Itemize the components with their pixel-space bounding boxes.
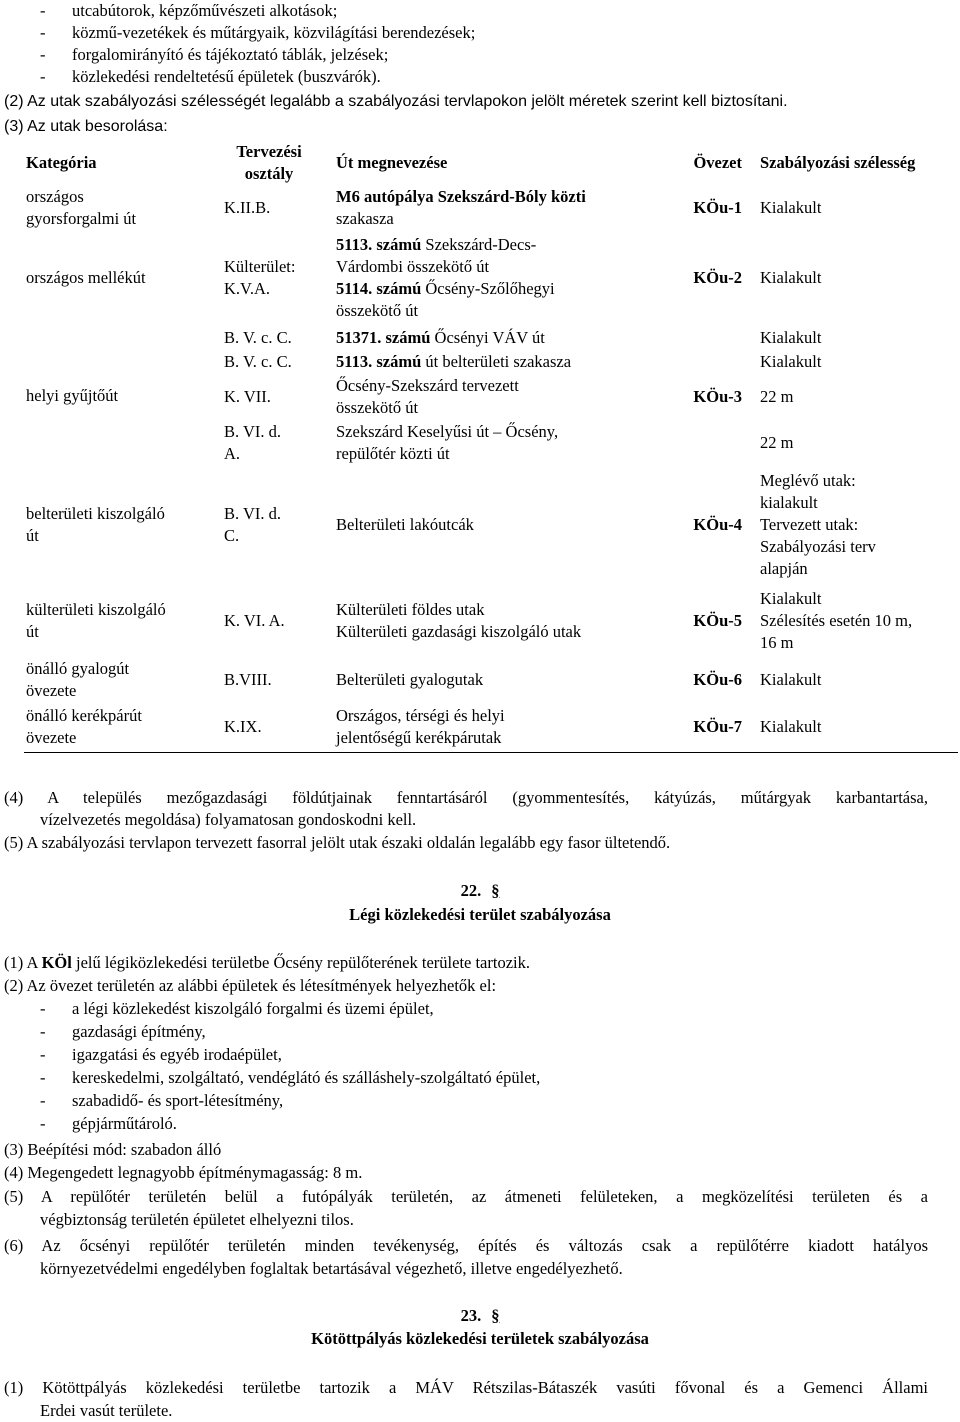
s23-paragraph-1-cont: Erdei vasút területe. xyxy=(40,1401,173,1420)
section-23-title: Kötöttpályás közlekedési területek szabályozása xyxy=(311,1329,649,1348)
paragraph-2: (2) Az utak szabályozási szélességét legalább a szabályozási tervlapokon jelölt méretek szerint kell biztosítani. xyxy=(4,93,788,110)
list-item: - közlekedési rendeltetésű épületek (buszvárók). xyxy=(40,67,381,86)
cell-ut: 51371. számú Őcsényi VÁV út xyxy=(336,328,545,347)
cell-ut: Országos, térségi és helyi jelentőségű kerékpárutak xyxy=(334,702,662,752)
cell-osztaly: Külterület: K.V.A. xyxy=(224,257,296,298)
header-kategoria: Kategória xyxy=(26,153,97,172)
table-row xyxy=(24,702,958,752)
list-item: - utcabútorok, képzőművészeti alkotások; xyxy=(40,1,338,20)
cell-ovezet: KÖu-2 xyxy=(693,268,742,287)
cell-ovezet: KÖu-7 xyxy=(662,702,758,752)
header-ovezet: Övezet xyxy=(693,153,742,172)
paragraph-3: (3) Az utak besorolása: xyxy=(4,118,168,135)
cell-szelesseg: 22 m xyxy=(760,387,794,406)
s22-paragraph-6-cont: környezetvédelmi engedélyben foglaltak betartásával végezhető, illetve engedélyezhető. xyxy=(40,1259,623,1278)
cell-ovezet: KÖu-6 xyxy=(693,670,742,689)
paragraph-4: (4) A település mezőgazdasági földútjainak fenntartásáról (gyommentesítés, kátyúzás, műtárgyak karbantartása, xyxy=(4,788,928,807)
paragraph-4-cont: vízelvezetés megoldása) folyamatosan gondoskodni kell. xyxy=(40,810,417,829)
header-szelesseg: Szabályozási szélesség xyxy=(760,153,916,172)
cell-osztaly: B. VI. d. A. xyxy=(224,422,281,463)
s22-paragraph-3: (3) Beépítési mód: szabadon álló xyxy=(4,1140,222,1159)
cell-kategoria: országos mellékút xyxy=(26,268,146,287)
table-row xyxy=(24,230,958,326)
cell-ovezet: KÖu-4 xyxy=(693,515,742,534)
cell-kategoria: önálló gyalogút övezete xyxy=(26,659,130,700)
table-row xyxy=(24,584,958,658)
cell-osztaly: B. V. c. C. xyxy=(224,328,292,347)
s22-paragraph-5-cont: végbiztonság területén épületet elhelyezni tilos. xyxy=(40,1210,354,1229)
list-item: - a légi közlekedést kiszolgáló forgalmi és üzemi épület, xyxy=(40,999,434,1018)
section-22-title: Légi közlekedési terület szabályozása xyxy=(349,905,611,924)
table-row xyxy=(24,466,958,584)
cell-ovezet: KÖu-5 xyxy=(693,611,742,630)
cell-szelesseg: Meglévő utak: kialakult Tervezett utak: Szabályozási terv alapján xyxy=(760,471,876,578)
cell-kategoria: külterületi kiszolgáló út xyxy=(26,600,166,641)
table-row xyxy=(24,186,958,230)
s22-paragraph-2: (2) Az övezet területén az alábbi épületek és létesítmények helyezhetők el: xyxy=(4,976,497,995)
s23-paragraph-1: (1) Kötöttpályás közlekedési területbe tartozik a MÁV Rétszilas-Bátaszék vasúti fővonal és a Gemenci Állami xyxy=(4,1378,928,1397)
s22-paragraph-1: (1) A KÖl jelű légiközlekedési területbe Őcsény repülőterének területe tartozik. xyxy=(4,953,530,972)
cell-ut: Külterületi földes utak Külterületi gazdasági kiszolgáló utak xyxy=(336,600,582,641)
list-item: - közmű-vezetékek és műtárgyaik, közvilágítási berendezések; xyxy=(40,23,476,42)
cell-kategoria: belterületi kiszolgáló út xyxy=(26,504,165,545)
cell-kategoria: önálló kerékpárút övezete xyxy=(24,702,222,752)
cell-ovezet: KÖu-3 xyxy=(693,387,742,406)
cell-ut: Belterületi lakóutcák xyxy=(336,515,474,534)
s22-paragraph-4: (4) Megengedett legnagyobb építménymagasság: 8 m. xyxy=(4,1163,363,1182)
cell-kategoria: helyi gyűjtőút xyxy=(26,386,119,405)
section-22-number: 22. § xyxy=(460,881,500,900)
table-header-row xyxy=(24,140,958,186)
cell-szelesseg: Kialakult xyxy=(760,268,822,287)
list-item: - gazdasági építmény, xyxy=(40,1022,206,1041)
cell-ut: Szekszárd Keselyűsi út – Őcsény, repülőtér közti út xyxy=(336,422,559,463)
cell-osztaly: B. VI. d. C. xyxy=(224,504,281,545)
cell-osztaly: K. VI. A. xyxy=(224,611,285,630)
road-classification-table xyxy=(24,140,958,753)
cell-ut: M6 autópálya Szekszárd-Bóly közti szakasza xyxy=(336,187,586,228)
cell-ut: Belterületi gyalogutak xyxy=(336,670,484,689)
cell-szelesseg: Kialakult xyxy=(760,352,822,371)
list-item: - gépjárműtároló. xyxy=(40,1114,177,1133)
list-item: - forgalomirányító és tájékoztató táblák, jelzések; xyxy=(40,45,389,64)
table-row xyxy=(24,326,958,350)
cell-osztaly: B.VIII. xyxy=(224,670,272,689)
list-item: - kereskedelmi, szolgáltató, vendéglátó és szálláshely-szolgáltató épület, xyxy=(40,1068,541,1087)
s22-paragraph-6: (6) Az őcsényi repülőtér területén minden tevékenység, építés és változás csak a repülőtérre kiadott hatályos xyxy=(4,1236,928,1255)
list-item: - igazgatási és egyéb irodaépület, xyxy=(40,1045,282,1064)
cell-kategoria: országos gyorsforgalmi út xyxy=(26,187,137,228)
table-row xyxy=(24,658,958,702)
s22-paragraph-5: (5) A repülőtér területén belül a futópályák területén, az átmeneti felületeken, a megközelítési területen és a xyxy=(4,1187,928,1206)
list-item: - szabadidő- és sport-létesítmény, xyxy=(40,1091,284,1110)
cell-ut: 5113. számú Szekszárd-Decs- Várdombi összekötő út 5114. számú Őcsény-Szőlőhegyi összekötő út xyxy=(336,235,555,320)
section-23-number: 23. § xyxy=(460,1306,500,1325)
paragraph-5: (5) A szabályozási tervlapon tervezett fasorral jelölt utak északi oldalán legalább egy fasor ültetendő. xyxy=(4,833,671,852)
cell-szelesseg: Kialakult xyxy=(758,702,958,752)
cell-szelesseg: Kialakult xyxy=(760,328,822,347)
header-ut-megnevezese: Út megnevezése xyxy=(336,153,448,172)
cell-ut: 5113. számú út belterületi szakasza xyxy=(336,352,572,371)
cell-osztaly: K.II.B. xyxy=(224,198,271,217)
cell-osztaly: K.IX. xyxy=(222,702,334,752)
cell-szelesseg: 22 m xyxy=(760,433,794,452)
header-tervezesi-osztaly: Tervezési osztály xyxy=(236,142,302,183)
cell-szelesseg: Kialakult xyxy=(760,670,822,689)
cell-osztaly: B. V. c. C. xyxy=(224,352,292,371)
cell-ut: Őcsény-Szekszárd tervezett összekötő út xyxy=(336,376,519,417)
cell-szelesseg: Kialakult Szélesítés esetén 10 m, 16 m xyxy=(760,589,913,652)
cell-szelesseg: Kialakult xyxy=(760,198,822,217)
cell-osztaly: K. VII. xyxy=(224,387,271,406)
cell-ovezet: KÖu-1 xyxy=(693,198,742,217)
